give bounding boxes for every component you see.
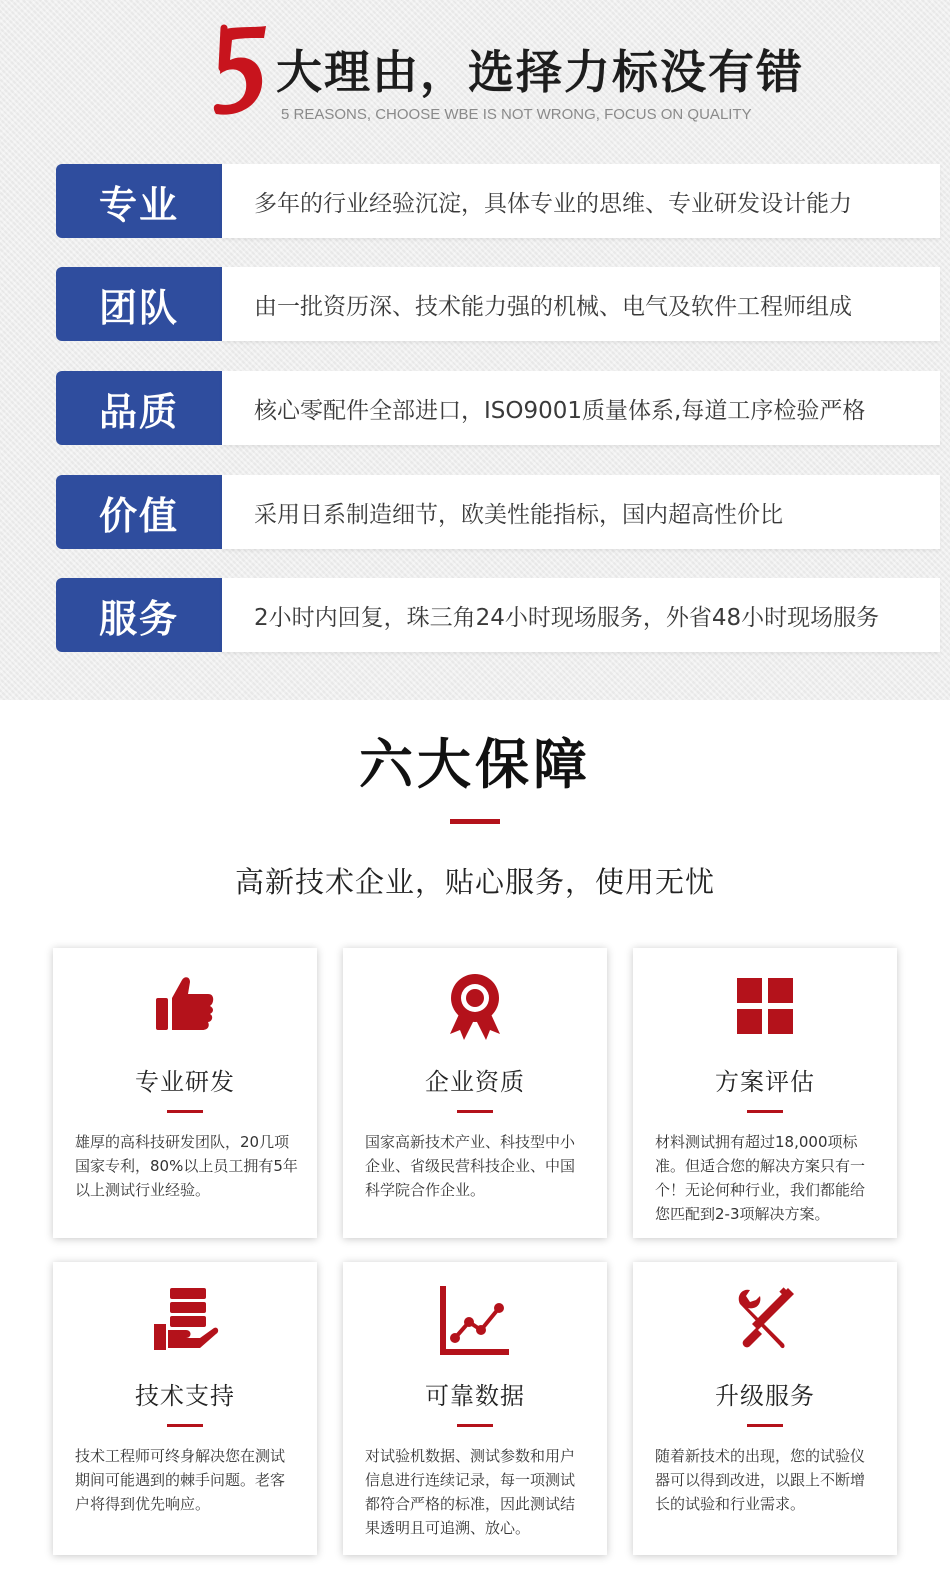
- thumbs-up-icon: [152, 970, 218, 1036]
- reason-text: 采用日系制造细节，欧美性能指标，国内超高性价比: [222, 475, 940, 549]
- reason-text: 由一批资历深、技术能力强的机械、电气及软件工程师组成: [222, 267, 940, 341]
- reason-text: 核心零配件全部进口，ISO9001质量体系,每道工序检验严格: [222, 371, 940, 445]
- card-divider: [167, 1424, 203, 1427]
- card-text: 技术工程师可终身解决您在测试期间可能遇到的棘手问题。老客户将得到优先响应。: [75, 1447, 286, 1513]
- reason-row: [56, 475, 940, 549]
- card-text: 雄厚的高科技研发团队，20几项国家专利，80%以上员工拥有5年以上测试行业经验。: [75, 1133, 298, 1199]
- grid-squares-icon: [735, 976, 795, 1036]
- reason-label: 品质: [56, 371, 222, 445]
- guarantee-card: [633, 1262, 897, 1555]
- guarantee-card: [53, 948, 317, 1238]
- guarantee-card: [53, 1262, 317, 1555]
- reason-row: [56, 371, 940, 445]
- card-divider: [457, 1424, 493, 1427]
- reason-row: [56, 578, 940, 652]
- card-text: 材料测试拥有超过18,000项标准。但适合您的解决方案只有一个！无论何种行业，我们都能给您匹配到2-3项解决方案。: [655, 1133, 866, 1223]
- card-text: 国家高新技术产业、科技型中小企业、省级民营科技企业、中国科学院合作企业。: [365, 1133, 576, 1199]
- reasons-title: 大理由，选择力标没有错: [276, 45, 804, 99]
- card-divider: [747, 1424, 783, 1427]
- guarantee-card: [343, 1262, 607, 1555]
- card-title: 企业资质: [425, 1068, 525, 1096]
- card-text: 随着新技术的出现，您的试验仪器可以得到改进，以跟上不断增长的试验和行业需求。: [655, 1447, 866, 1513]
- reasons-section: [0, 0, 950, 700]
- reason-row: [56, 164, 940, 238]
- reasons-subtitle: 5 REASONS, CHOOSE WBE IS NOT WRONG, FOCUS ON QUALITY: [281, 106, 752, 123]
- card-title: 专业研发: [135, 1068, 235, 1096]
- guarantee-card: [633, 948, 897, 1238]
- reason-label: 价值: [56, 475, 222, 549]
- card-title: 方案评估: [715, 1068, 815, 1096]
- guarantee-card: [343, 948, 607, 1238]
- award-ribbon-icon: [442, 970, 508, 1042]
- title-divider: [450, 819, 500, 824]
- five-brush-icon: [208, 22, 270, 122]
- card-text: 对试验机数据、测试参数和用户信息进行连续记录，每一项测试都符合严格的标准，因此测试结果透明且可追溯、放心。: [365, 1447, 576, 1537]
- guarantee-subtitle: 高新技术企业，贴心服务，使用无忧: [234, 865, 715, 899]
- reason-label: 专业: [56, 164, 222, 238]
- reason-row: [56, 267, 940, 341]
- card-divider: [167, 1110, 203, 1113]
- tools-icon: [732, 1284, 798, 1350]
- card-title: 升级服务: [715, 1382, 815, 1410]
- hand-support-icon: [150, 1284, 220, 1354]
- reason-label: 团队: [56, 267, 222, 341]
- guarantee-title: 六大保障: [359, 733, 591, 796]
- card-title: 可靠数据: [425, 1382, 525, 1410]
- card-title: 技术支持: [135, 1382, 235, 1410]
- reason-text: 多年的行业经验沉淀，具体专业的思维、专业研发设计能力: [222, 164, 940, 238]
- card-divider: [457, 1110, 493, 1113]
- reason-label: 服务: [56, 578, 222, 652]
- card-divider: [747, 1110, 783, 1113]
- reason-text: 2小时内回复，珠三角24小时现场服务，外省48小时现场服务: [222, 578, 940, 652]
- line-chart-icon: [439, 1284, 511, 1356]
